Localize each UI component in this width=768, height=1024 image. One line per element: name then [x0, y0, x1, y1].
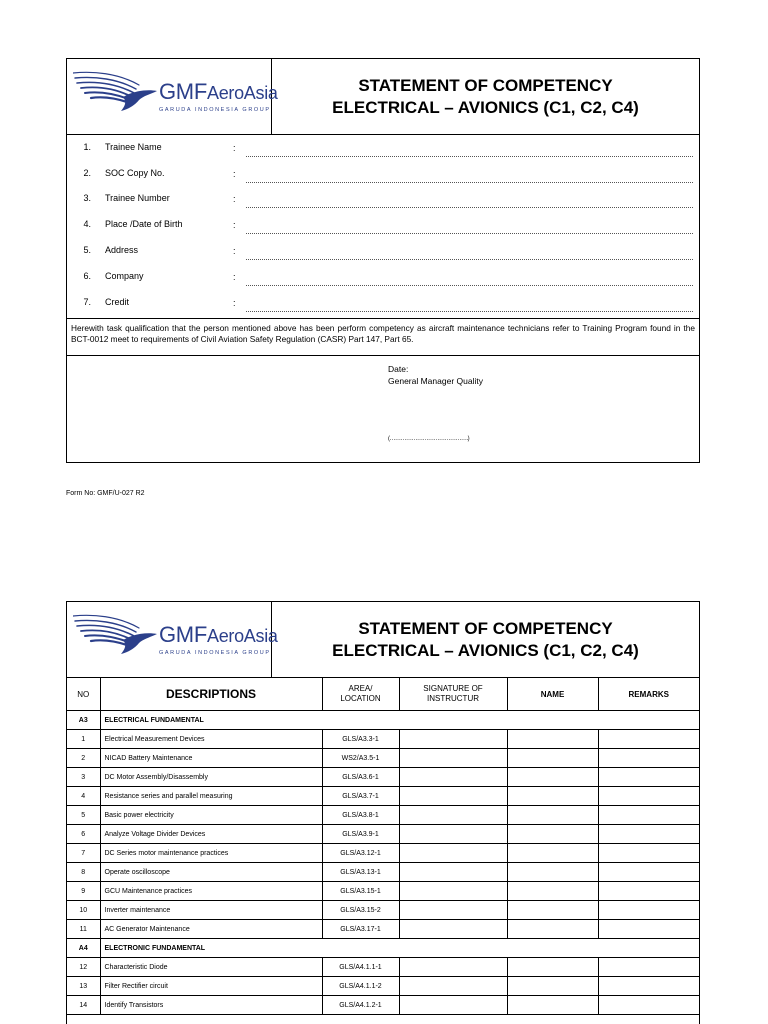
section-row: [67, 939, 699, 958]
row-area-location: GLS/A3.15-1: [322, 882, 399, 901]
qualification-statement: Herewith task qualification that the person mentioned above has been perform competency as aircraft maintenance technicians refer to Training Program found in the BCT-0012 meet to requirements of Civil Aviation Safety Regulation (CASR) Part 147, Part 65.: [67, 319, 699, 356]
row-number: 2: [67, 749, 100, 768]
competency-table-form: [66, 601, 700, 1024]
row-description: DC Motor Assembly/Disassembly: [100, 768, 322, 787]
field-soc-copy-no: [67, 162, 699, 188]
row-signature-cell[interactable]: [399, 825, 507, 844]
garuda-wing-icon: [73, 612, 159, 656]
row-area-location: GLS/A3.8-1: [322, 806, 399, 825]
row-area-location: GLS/A3.9-1: [322, 825, 399, 844]
trainee-number-input[interactable]: [246, 207, 693, 208]
form-title: [272, 602, 699, 677]
gmf-logo: [67, 602, 278, 677]
field-colon: :: [233, 143, 236, 153]
row-description: Identify Transistors: [100, 996, 322, 1015]
row-description: Operate oscilloscope: [100, 863, 322, 882]
field-company: [67, 265, 699, 291]
row-signature-cell[interactable]: [399, 920, 507, 939]
row-area-location: GLS/A4.1.1-1: [322, 958, 399, 977]
signature-line[interactable]: (…………………………………….): [388, 436, 470, 442]
trainee-name-input[interactable]: [246, 156, 693, 157]
row-name-cell[interactable]: [507, 749, 598, 768]
row-description: Resistance series and parallel measuring: [100, 787, 322, 806]
row-name-cell[interactable]: [507, 882, 598, 901]
row-description: Analyze Voltage Divider Devices: [100, 825, 322, 844]
title-line-2: ELECTRICAL – AVIONICS (C1, C2, C4): [332, 97, 639, 117]
form-header: [67, 59, 699, 135]
row-name-cell[interactable]: [507, 996, 598, 1015]
table-row: [67, 958, 699, 977]
row-remarks-cell[interactable]: [598, 787, 699, 806]
row-number: 5: [67, 806, 100, 825]
row-number: 3: [67, 768, 100, 787]
row-number: 12: [67, 958, 100, 977]
table-row: [67, 863, 699, 882]
row-name-cell[interactable]: [507, 958, 598, 977]
field-number: 5.: [83, 245, 91, 255]
row-remarks-cell[interactable]: [598, 958, 699, 977]
row-remarks-cell[interactable]: [598, 768, 699, 787]
field-colon: :: [233, 220, 236, 230]
col-header-no: NO: [67, 678, 100, 711]
table-row: [67, 882, 699, 901]
table-row: [67, 825, 699, 844]
gm-quality-label: General Manager Quality: [388, 376, 483, 386]
section-row: [67, 711, 699, 730]
row-description: GCU Maintenance practices: [100, 882, 322, 901]
address-input[interactable]: [246, 259, 693, 260]
table-row: [67, 730, 699, 749]
row-remarks-cell[interactable]: [598, 863, 699, 882]
row-signature-cell[interactable]: [399, 996, 507, 1015]
row-signature-cell[interactable]: [399, 749, 507, 768]
soc-cover-form: [66, 58, 700, 463]
row-name-cell[interactable]: [507, 863, 598, 882]
row-number: 1: [67, 730, 100, 749]
row-area-location: WS2/A3.5-1: [322, 749, 399, 768]
row-remarks-cell[interactable]: [598, 825, 699, 844]
field-number: 7.: [83, 297, 91, 307]
form-title: [272, 59, 699, 134]
place-date-of-birth-input[interactable]: [246, 233, 693, 234]
field-label: Credit: [105, 297, 130, 307]
row-signature-cell[interactable]: [399, 787, 507, 806]
title-line-1: STATEMENT OF COMPETENCY: [358, 618, 613, 638]
row-remarks-cell[interactable]: [598, 996, 699, 1015]
row-signature-cell[interactable]: [399, 958, 507, 977]
col-header-descriptions: DESCRIPTIONS: [100, 678, 322, 711]
field-colon: :: [233, 298, 236, 308]
row-signature-cell[interactable]: [399, 768, 507, 787]
field-label: SOC Copy No.: [105, 168, 165, 178]
row-name-cell[interactable]: [507, 844, 598, 863]
field-colon: :: [233, 169, 236, 179]
row-area-location: GLS/A3.12-1: [322, 844, 399, 863]
field-number: 3.: [83, 193, 91, 203]
field-colon: :: [233, 194, 236, 204]
garuda-wing-icon: [73, 69, 159, 113]
row-number: 11: [67, 920, 100, 939]
row-name-cell[interactable]: [507, 806, 598, 825]
field-label: Company: [105, 271, 144, 281]
row-remarks-cell[interactable]: [598, 901, 699, 920]
credit-input[interactable]: [246, 311, 693, 312]
title-line-1: STATEMENT OF COMPETENCY: [358, 75, 613, 95]
row-remarks-cell[interactable]: [598, 977, 699, 996]
table-row: [67, 844, 699, 863]
table-row: [67, 977, 699, 996]
competency-table: [67, 678, 699, 1015]
section-title: ELECTRONIC FUNDAMENTAL: [100, 939, 699, 958]
row-area-location: GLS/A3.3-1: [322, 730, 399, 749]
row-signature-cell[interactable]: [399, 806, 507, 825]
row-remarks-cell[interactable]: [598, 749, 699, 768]
field-address: [67, 239, 699, 265]
field-trainee-name: [67, 136, 699, 162]
field-trainee-number: [67, 187, 699, 213]
col-header-remarks: REMARKS: [598, 678, 699, 711]
row-number: 7: [67, 844, 100, 863]
title-line-2: ELECTRICAL – AVIONICS (C1, C2, C4): [332, 640, 639, 660]
row-name-cell[interactable]: [507, 977, 598, 996]
brand-name: GMFAeroAsia: [159, 79, 278, 104]
row-number: 6: [67, 825, 100, 844]
brand-tagline: GARUDA INDONESIA GROUP: [159, 650, 271, 656]
row-area-location: GLS/A3.6-1: [322, 768, 399, 787]
row-name-cell[interactable]: [507, 825, 598, 844]
table-row: [67, 787, 699, 806]
row-remarks-cell[interactable]: [598, 920, 699, 939]
field-number: 6.: [83, 271, 91, 281]
company-input[interactable]: [246, 285, 693, 286]
col-header-signature: SIGNATURE OF INSTRUCTUR: [399, 678, 507, 711]
signature-area: [67, 356, 699, 464]
row-number: 8: [67, 863, 100, 882]
brand-tagline: GARUDA INDONESIA GROUP: [159, 107, 271, 113]
section-code: A3: [67, 711, 100, 730]
row-remarks-cell[interactable]: [598, 730, 699, 749]
row-remarks-cell[interactable]: [598, 882, 699, 901]
row-description: DC Series motor maintenance practices: [100, 844, 322, 863]
row-area-location: GLS/A4.1.2-1: [322, 996, 399, 1015]
row-remarks-cell[interactable]: [598, 844, 699, 863]
row-area-location: GLS/A4.1.1-2: [322, 977, 399, 996]
row-name-cell[interactable]: [507, 768, 598, 787]
field-label: Trainee Number: [105, 193, 170, 203]
field-colon: :: [233, 246, 236, 256]
table-row: [67, 920, 699, 939]
row-number: 13: [67, 977, 100, 996]
row-description: Inverter maintenance: [100, 901, 322, 920]
row-signature-cell[interactable]: [399, 901, 507, 920]
field-credit: [67, 291, 699, 317]
gmf-logo: [67, 59, 278, 134]
row-signature-cell[interactable]: [399, 844, 507, 863]
col-header-name: NAME: [507, 678, 598, 711]
competency-table-body: [67, 711, 699, 1015]
field-label: Place /Date of Birth: [105, 219, 183, 229]
date-label: Date:: [388, 364, 409, 374]
table-row: [67, 996, 699, 1015]
field-number: 2.: [83, 168, 91, 178]
row-number: 9: [67, 882, 100, 901]
row-description: NICAD Battery Maintenance: [100, 749, 322, 768]
row-description: AC Generator Maintenance: [100, 920, 322, 939]
row-number: 14: [67, 996, 100, 1015]
row-signature-cell[interactable]: [399, 863, 507, 882]
brand-name: GMFAeroAsia: [159, 622, 278, 647]
row-description: Filter Rectifier circuit: [100, 977, 322, 996]
field-number: 1.: [83, 142, 91, 152]
row-area-location: GLS/A3.17-1: [322, 920, 399, 939]
form-number: Form No: GMF/U-027 R2: [66, 490, 145, 497]
row-name-cell[interactable]: [507, 901, 598, 920]
field-place-date-of-birth: [67, 213, 699, 239]
row-name-cell[interactable]: [507, 787, 598, 806]
row-area-location: GLS/A3.7-1: [322, 787, 399, 806]
table-row: [67, 806, 699, 825]
row-signature-cell[interactable]: [399, 882, 507, 901]
field-label: Trainee Name: [105, 142, 162, 152]
row-description: Characteristic Diode: [100, 958, 322, 977]
table-row: [67, 901, 699, 920]
soc-copy-no-input[interactable]: [246, 182, 693, 183]
field-label: Address: [105, 245, 139, 255]
field-number: 4.: [83, 219, 91, 229]
row-remarks-cell[interactable]: [598, 806, 699, 825]
row-description: Electrical Measurement Devices: [100, 730, 322, 749]
row-number: 10: [67, 901, 100, 920]
row-number: 4: [67, 787, 100, 806]
table-row: [67, 749, 699, 768]
col-header-area-location: AREA/ LOCATION: [322, 678, 399, 711]
row-signature-cell[interactable]: [399, 977, 507, 996]
row-name-cell[interactable]: [507, 730, 598, 749]
section-title: ELECTRICAL FUNDAMENTAL: [100, 711, 699, 730]
row-area-location: GLS/A3.13-1: [322, 863, 399, 882]
form-header: [67, 602, 699, 678]
row-signature-cell[interactable]: [399, 730, 507, 749]
table-row: [67, 768, 699, 787]
trainee-fields: [67, 135, 699, 319]
field-colon: :: [233, 272, 236, 282]
section-code: A4: [67, 939, 100, 958]
table-header-row: [67, 678, 699, 711]
row-name-cell[interactable]: [507, 920, 598, 939]
row-area-location: GLS/A3.15-2: [322, 901, 399, 920]
row-description: Basic power electricity: [100, 806, 322, 825]
